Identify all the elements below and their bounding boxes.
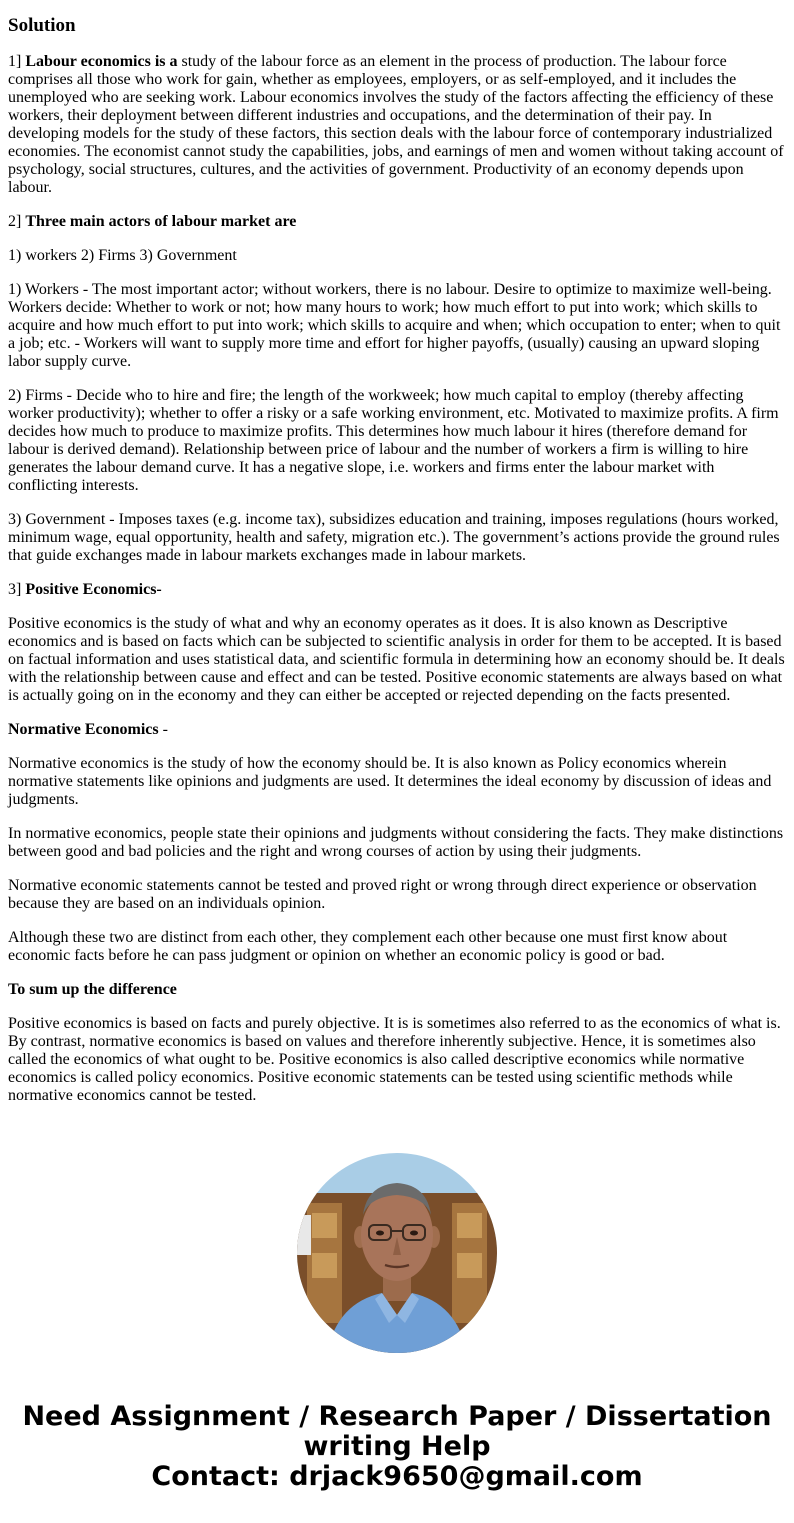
banner-line-2: writing Help <box>303 1431 491 1462</box>
answer-1-text: study of the labour force as an element in the process of production. The labour force comprises all those who work for gain, whether as employees, employers, or as self-employed, and it includes the unemployed who are seeking work. Labour economics involves the study of the factors affecting the efficiency of these workers, their deployment between different industries and occupations, and the determination of their pay. In developing models for the study of these factors, this section deals with the labour force of contemporary industrialized economies. The economist cannot study the capabilities, jobs, and earnings of men and women without taking account of psychology, social structures, cultures, and the activities of government. Productivity of an economy depends upon labour. <box>8 53 784 196</box>
banner-line-1: Need Assignment / Research Paper / Dissertation <box>22 1401 772 1432</box>
positive-economics-paragraph: Positive economics is the study of what and why an economy operates as it does. It is also known as Descriptive economics and is based on facts which can be subjected to scientific analysis in order for them to be accepted. It is based on factual information and uses statistical data, and scientific formula in determining how an economy should be. It deals with the relationship between cause and effect and can be tested. Positive economic statements are always based on what is actually going on in the economy and they can either be accepted or rejected depending on the facts presented. <box>8 615 785 704</box>
answer-1-number: 1] <box>8 53 26 70</box>
normative-paragraph-4: Although these two are distinct from each other, they complement each other because one must first know about economic facts before he can pass judgment or opinion on whether an economic policy is good or bad. <box>8 929 728 964</box>
workers-paragraph: 1) Workers - The most important actor; without workers, there is no labour. Desire to optimize to maximize well-being. Workers decide: Whether to work or not; how many hours to work; how much effort to put into work; which skills to acquire and how much effort to put into work; which skills to acquire and when; which occupation to enter; when to quit a job; etc. - Workers will want to supply more time and effort for higher payoffs, (usually) causing an upward sloping labor supply curve. <box>8 281 781 370</box>
contact-banner <box>0 1402 794 1492</box>
government-paragraph: 3) Government - Imposes taxes (e.g. income tax), subsidizes education and training, imposes regulations (hours worked, minimum wage, equal opportunity, health and safety, migration etc.). The government’s actions provide the ground rules that guide exchanges made in labour markets exchanges made in labour markets. <box>8 511 780 564</box>
author-photo <box>297 1153 497 1353</box>
answer-1-paragraph <box>8 53 786 197</box>
normative-economics-heading: Normative Economics <box>8 721 159 738</box>
answer-2-heading-text: Three main actors of labour market are <box>25 213 297 230</box>
answer-1-lead: Labour economics is a <box>25 53 178 70</box>
normative-heading-suffix: - <box>158 721 168 738</box>
solution-document <box>8 0 786 1121</box>
answer-3-heading <box>8 581 786 599</box>
sum-up-paragraph: Positive economics is based on facts and purely objective. It is is sometimes also referred to as the economics of what is. By contrast, normative economics is based on values and therefore inherently subjective. Hence, it is sometimes also called the economics of what ought to be. Positive economics is also called descriptive economics while normative economics is called policy economics. Positive economic statements can be tested using scientific methods while normative economics cannot be tested. <box>8 1015 781 1104</box>
contact-email: Contact: drjack9650@gmail.com <box>151 1461 643 1492</box>
answer-2-heading <box>8 213 786 231</box>
positive-economics-heading: Positive Economics- <box>25 581 162 598</box>
normative-paragraph-3: Normative economic statements cannot be tested and proved right or wrong through direct experience or observation because they are based on an individuals opinion. <box>8 877 757 912</box>
normative-economics-heading-line <box>8 721 786 739</box>
answer-2-number: 2] <box>8 213 26 230</box>
sum-up-heading-line <box>8 981 786 999</box>
firms-paragraph: 2) Firms - Decide who to hire and fire; the length of the workweek; how much capital to employ (thereby affecting worker productivity); whether to offer a risky or a safe working environment, etc. Motivated to maximize profits. A firm decides how much to produce to maximize profits. This determines how much labour it hires (therefore demand for labour is derived demand). Relationship between price of labour and the number of workers a firm is willing to hire generates the labour demand curve. It has a negative slope, i.e. workers and firms enter the labour market with conflicting interests. <box>8 387 779 494</box>
answer-3-number: 3] <box>8 581 26 598</box>
normative-paragraph-1: Normative economics is the study of how the economy should be. It is also known as Policy economics wherein normative statements like opinions and judgments are used. It determines the ideal economy by discussion of ideas and judgments. <box>8 755 772 808</box>
author-portrait-image <box>297 1153 497 1353</box>
actors-list: 1) workers 2) Firms 3) Government <box>8 247 237 264</box>
sum-up-heading: To sum up the difference <box>8 981 177 998</box>
normative-paragraph-2: In normative economics, people state their opinions and judgments without considering the facts. They make distinctions between good and bad policies and the right and wrong courses of action by using their judgments. <box>8 825 784 860</box>
page-title: Solution <box>8 15 76 36</box>
